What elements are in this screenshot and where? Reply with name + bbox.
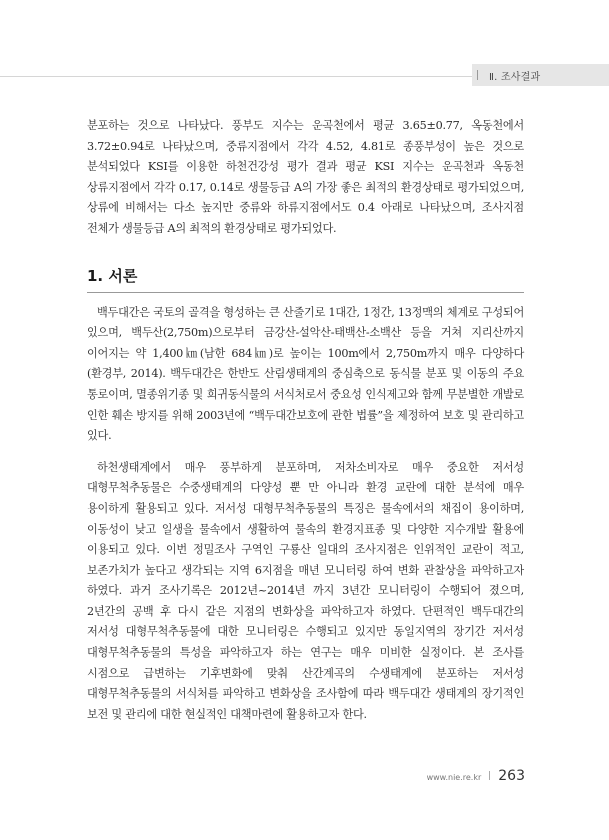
page-number: 263 <box>498 768 525 784</box>
heading-rule <box>87 292 524 293</box>
page-body <box>87 116 524 725</box>
footer-url: www.nie.re.kr <box>426 773 482 782</box>
body-paragraph-1: 백두대간은 국토의 골격을 형성하는 큰 산줄기로 1대간, 1정간, 13정맥의 체계로 구성되어 있으며, 백두산(2,750m)으로부터 금강산-설악산-태백산-소백산 등을 거쳐 지리산까지 이어지는 약 1,400㎞(남한 684㎞)로 높이는 100m에서 2,750m까지 매우 다양하다(환경부, 2014). 백두대간은 한반도 산림생태계의 중심축으로 동식물 분포 및 이동의 주요 통로이며, 멸종위기종 및 희귀동식물의 서식처로서 중요성 인식제고와 함께 무분별한 개발로 인한 훼손 방지를 위해 2003년에 “백두대간보호에 관한 법률”을 제정하여 보호 및 관리하고 있다. <box>87 305 524 443</box>
tab-divider <box>477 70 478 80</box>
page-footer <box>427 768 525 784</box>
body-paragraph-2: 하천생태계에서 매우 풍부하게 분포하며, 저차소비자로 매우 중요한 저서성 대형무척추동물은 수중생태계의 다양성 뿐 만 아니라 환경 교란에 대한 분석에 매우 용이하게 활용되고 있다. 저서성 대형무척추동물의 특징은 물속에서의 채집이 용이하며, 이동성이 낮고 일생을 물속에서 생활하여 물속의 환경지표종 및 다양한 지수개발 활용에 이용되고 있다. 이번 정밀조사 구역인 구룡산 일대의 조사지점은 인위적인 교란이 적고, 보존가치가 높다고 생각되는 지역 6지점을 매년 모니터링 하여 변화 관찰상을 파악하고자 하였다. 과거 조사기록은 2012년~2014년 까지 3년간 모니터링이 수행되어 졌으며, 2년간의 공백 후 다시 같은 지점의 변화상을 파악하고자 하였다. 단편적인 백두대간의 저서성 대형무척추동물에 대한 모니터링은 수행되고 있지만 동일지역의 장기간 저서성 대형무척추동물의 특성을 파악하고자 하는 연구는 매우 미비한 실정이다. 본 조사를 시점으로 급변하는 기후변화에 맞춰 산간계곡의 수생태계에 분포하는 저서성 대형무척추동물의 서식처를 파악하고 변화상을 조사함에 따라 백두대간 생태계의 장기적인 보전 및 관리에 대한 현실적인 대책마련에 활용하고자 한다. <box>87 460 524 721</box>
footer-divider <box>489 771 490 780</box>
section-tab-label: Ⅱ. 조사결과 <box>489 71 541 83</box>
intro-paragraph: 분포하는 것으로 나타났다. 풍부도 지수는 운곡천에서 평균 3.65±0.77, 옥동천에서 3.72±0.94로 나타났으며, 중류지점에서 각각 4.52, 4.81로 종풍부성이 높은 것으로 분석되었다 KSI를 이용한 하천건강성 평가 결과 평균 KSI 지수는 운곡천과 옥동천 상류지점에서 각각 0.17, 0.14로 생물등급 A의 가장 좋은 최적의 환경상태로 평가되었으며, 상류에 비해서는 다소 높지만 중류와 하류지점에서도 0.4 아래로 나타났으며, 조사지점 전체가 생물등급 A의 최적의 환경상태로 평가되었다. <box>87 119 524 235</box>
section-tab <box>472 64 609 86</box>
section-heading: 1. 서론 <box>87 266 138 285</box>
